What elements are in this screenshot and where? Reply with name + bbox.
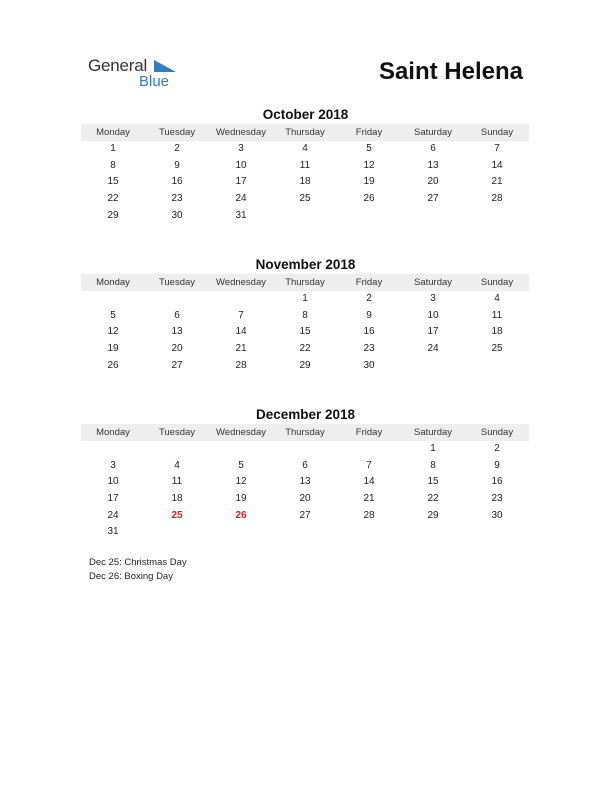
weekday-header: Sunday xyxy=(465,274,529,291)
weekday-header: Friday xyxy=(337,424,401,441)
weekday-header: Thursday xyxy=(273,424,337,441)
weekday-header: Wednesday xyxy=(209,424,273,441)
weekday-header: Monday xyxy=(81,274,145,291)
day-cell: 31 xyxy=(107,526,119,538)
day-cell: 14 xyxy=(363,476,375,488)
empty-day-cell xyxy=(401,208,465,225)
day-cell: 26 xyxy=(107,359,119,371)
day-cell: 21 xyxy=(235,343,247,355)
empty-day-cell xyxy=(145,441,209,458)
empty-day-cell xyxy=(465,208,529,225)
day-cell: 7 xyxy=(494,143,500,154)
day-cell: 5 xyxy=(238,459,244,471)
day-cell: 11 xyxy=(491,309,503,321)
day-cell: 31 xyxy=(235,209,247,221)
day-cell: 16 xyxy=(171,176,183,188)
day-cell: 3 xyxy=(430,293,436,304)
day-cell: 23 xyxy=(171,193,183,205)
day-cell: 18 xyxy=(491,326,503,338)
day-cell: 21 xyxy=(491,176,503,188)
day-cell: 28 xyxy=(491,193,503,205)
day-cell: 2 xyxy=(494,443,500,454)
day-cell: 13 xyxy=(171,326,183,338)
weekday-header: Saturday xyxy=(401,274,465,291)
month-december xyxy=(81,406,530,541)
empty-day-cell xyxy=(209,291,273,308)
day-cell: 5 xyxy=(110,309,116,321)
empty-day-cell xyxy=(81,441,145,458)
day-cell: 10 xyxy=(107,476,119,488)
day-cell: 16 xyxy=(363,326,375,338)
day-cell: 27 xyxy=(299,509,311,521)
generalblue-logo xyxy=(88,56,188,92)
month-title: November 2018 xyxy=(255,257,356,272)
empty-day-cell xyxy=(337,208,401,225)
weekday-header: Saturday xyxy=(401,124,465,141)
empty-day-cell xyxy=(145,291,209,308)
day-cell: 27 xyxy=(427,193,439,205)
day-cell: 6 xyxy=(430,143,436,154)
weekday-header: Thursday xyxy=(273,124,337,141)
calendar-grid xyxy=(81,424,530,541)
day-cell: 24 xyxy=(427,343,439,355)
holiday-day-cell: 25 xyxy=(171,509,183,521)
day-cell: 22 xyxy=(427,493,439,505)
day-cell: 19 xyxy=(363,176,375,188)
day-cell: 1 xyxy=(430,443,436,454)
day-cell: 3 xyxy=(110,459,116,471)
day-cell: 7 xyxy=(366,459,372,471)
month-title: December 2018 xyxy=(255,407,356,422)
day-cell: 29 xyxy=(299,359,311,371)
holiday-note: Dec 25: Christmas Day xyxy=(89,557,187,568)
country-title: Saint Helena xyxy=(378,58,523,85)
empty-day-cell xyxy=(209,441,273,458)
day-cell: 16 xyxy=(491,476,503,488)
logo-general-text: General xyxy=(88,56,148,75)
weekday-header: Thursday xyxy=(273,274,337,291)
day-cell: 15 xyxy=(299,326,311,338)
day-cell: 22 xyxy=(299,343,311,355)
calendar-grid xyxy=(81,124,530,224)
logo-blue-text: Blue xyxy=(139,73,170,90)
day-cell: 1 xyxy=(110,143,116,154)
day-cell: 17 xyxy=(427,326,439,338)
day-cell: 9 xyxy=(366,309,372,321)
weekday-header: Tuesday xyxy=(145,274,209,291)
calendar-grid xyxy=(81,274,530,374)
day-cell: 28 xyxy=(363,509,375,521)
day-cell: 24 xyxy=(235,193,247,205)
day-cell: 30 xyxy=(363,359,375,371)
empty-day-cell xyxy=(273,208,337,225)
day-cell: 20 xyxy=(171,343,183,355)
day-cell: 25 xyxy=(491,343,503,355)
empty-day-cell xyxy=(337,524,401,541)
weekday-header: Sunday xyxy=(465,424,529,441)
day-cell: 7 xyxy=(238,309,244,321)
day-cell: 25 xyxy=(299,193,311,205)
day-cell: 29 xyxy=(427,509,439,521)
day-cell: 29 xyxy=(107,209,119,221)
day-cell: 1 xyxy=(302,293,308,304)
day-cell: 18 xyxy=(299,176,311,188)
empty-day-cell xyxy=(465,524,529,541)
day-cell: 13 xyxy=(299,476,311,488)
day-cell: 24 xyxy=(107,509,119,521)
day-cell: 22 xyxy=(107,193,119,205)
weekday-header: Wednesday xyxy=(209,274,273,291)
day-cell: 12 xyxy=(363,159,375,171)
day-cell: 12 xyxy=(235,476,247,488)
day-cell: 17 xyxy=(235,176,247,188)
day-cell: 14 xyxy=(491,159,503,171)
day-cell: 9 xyxy=(494,459,500,471)
day-cell: 30 xyxy=(491,509,503,521)
day-cell: 4 xyxy=(494,293,500,304)
day-cell: 23 xyxy=(491,493,503,505)
empty-day-cell xyxy=(465,358,529,375)
weekday-header: Sunday xyxy=(465,124,529,141)
day-cell: 6 xyxy=(174,309,180,321)
day-cell: 26 xyxy=(363,193,375,205)
day-cell: 8 xyxy=(302,309,308,321)
month-title: October 2018 xyxy=(262,107,349,122)
empty-day-cell xyxy=(273,524,337,541)
day-cell: 15 xyxy=(427,476,439,488)
day-cell: 17 xyxy=(107,493,119,505)
day-cell: 21 xyxy=(363,493,375,505)
empty-day-cell xyxy=(145,524,209,541)
day-cell: 5 xyxy=(366,143,372,154)
weekday-header: Friday xyxy=(337,274,401,291)
weekday-header: Saturday xyxy=(401,424,465,441)
day-cell: 11 xyxy=(171,476,183,488)
day-cell: 30 xyxy=(171,209,183,221)
day-cell: 8 xyxy=(430,459,436,471)
month-october xyxy=(81,106,530,224)
day-cell: 4 xyxy=(174,459,180,471)
day-cell: 4 xyxy=(302,143,308,154)
day-cell: 19 xyxy=(235,493,247,505)
empty-day-cell xyxy=(209,524,273,541)
holiday-notes xyxy=(89,556,187,584)
weekday-header: Monday xyxy=(81,424,145,441)
day-cell: 20 xyxy=(299,493,311,505)
day-cell: 23 xyxy=(363,343,375,355)
day-cell: 8 xyxy=(110,159,116,171)
weekday-header: Monday xyxy=(81,124,145,141)
holiday-note: Dec 26: Boxing Day xyxy=(89,571,173,582)
holiday-day-cell: 26 xyxy=(235,509,247,521)
empty-day-cell xyxy=(401,524,465,541)
weekday-header: Wednesday xyxy=(209,124,273,141)
month-november xyxy=(81,256,530,374)
day-cell: 2 xyxy=(366,293,372,304)
weekday-header: Tuesday xyxy=(145,424,209,441)
day-cell: 3 xyxy=(238,143,244,154)
day-cell: 18 xyxy=(171,493,183,505)
empty-day-cell xyxy=(337,441,401,458)
day-cell: 10 xyxy=(427,309,439,321)
day-cell: 6 xyxy=(302,459,308,471)
day-cell: 28 xyxy=(235,359,247,371)
weekday-header: Friday xyxy=(337,124,401,141)
logo-triangle-icon xyxy=(154,60,176,72)
day-cell: 14 xyxy=(235,326,247,338)
empty-day-cell xyxy=(81,291,145,308)
weekday-header: Tuesday xyxy=(145,124,209,141)
day-cell: 13 xyxy=(427,159,439,171)
day-cell: 2 xyxy=(174,143,180,154)
day-cell: 10 xyxy=(235,159,247,171)
empty-day-cell xyxy=(401,358,465,375)
day-cell: 19 xyxy=(107,343,119,355)
day-cell: 20 xyxy=(427,176,439,188)
day-cell: 11 xyxy=(299,159,311,171)
day-cell: 9 xyxy=(174,159,180,171)
day-cell: 15 xyxy=(107,176,119,188)
day-cell: 12 xyxy=(107,326,119,338)
empty-day-cell xyxy=(273,441,337,458)
day-cell: 27 xyxy=(171,359,183,371)
